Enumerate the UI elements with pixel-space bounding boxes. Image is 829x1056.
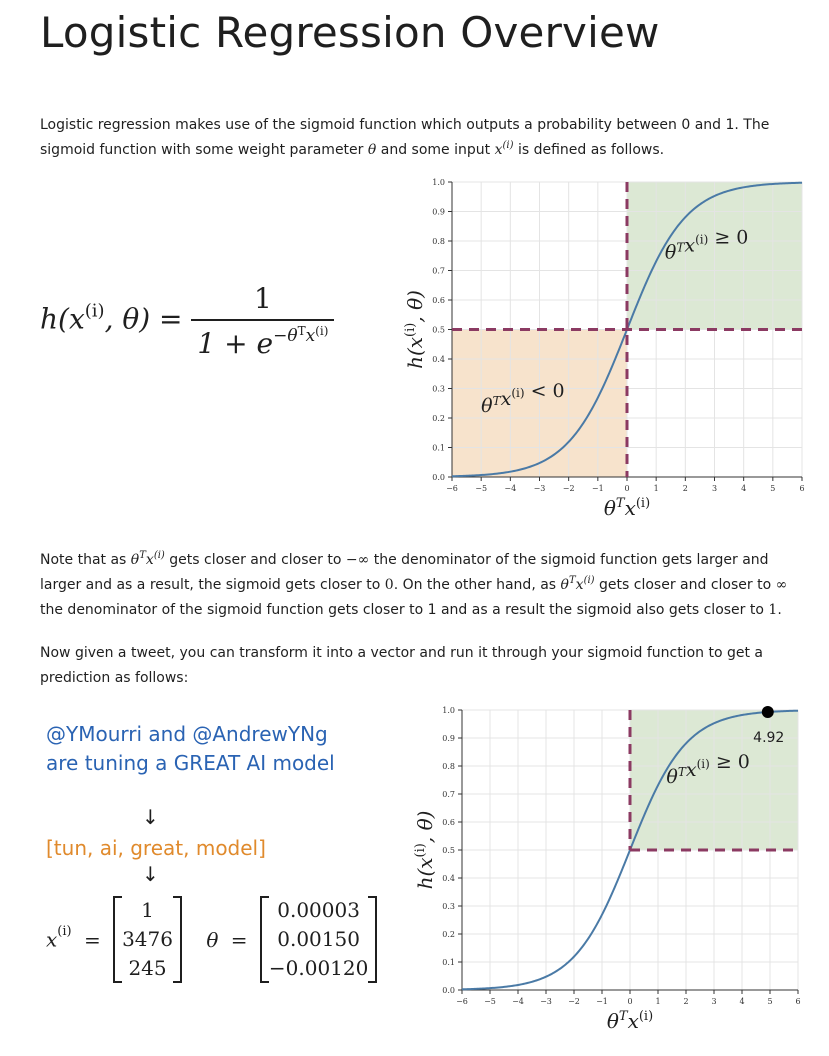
sigmoid-equation: $h(x^{(i)}$, θ) = $\frac{1}{1 + e^{-\theta^Tx^{(i)}}}$ [40,282,334,360]
region-label-0: $\theta^Tx^{(i)} \ge 0$ [666,750,750,788]
vector-equation: $x^{(i)}$ = 1 3476 245 θ = 0.00003 0.00150 −0.00120 [46,896,377,983]
x-tick-label: −6 [456,997,468,1006]
theta-vector: 0.00003 0.00150 −0.00120 [260,896,377,983]
y-tick-label: 0.5 [442,846,455,855]
x-axis-label: $\theta^Tx^{(i)}$ [603,496,651,520]
arrow-down-icon: ↓ [142,805,159,829]
x-tick-label: −5 [475,484,488,493]
sigmoid-chart [390,172,820,527]
y-tick-label: 0.1 [442,958,455,967]
x-vector: 1 3476 245 [113,896,182,983]
y-tick-label: 0.7 [432,266,445,276]
x-tick-label: 4 [739,997,745,1006]
y-tick-label: 0.9 [432,207,445,217]
x-tick-label: −6 [446,484,458,493]
y-tick-label: 0.0 [442,986,455,995]
x-tick-label: −1 [591,484,604,493]
x-tick-label: −4 [512,997,524,1006]
sigmoid-prediction-chart [390,700,820,1040]
y-tick-label: 0.7 [442,790,455,799]
y-tick-label: 0.3 [442,902,455,911]
y-tick-label: 0.3 [432,384,445,394]
x-tick-label: −3 [533,484,546,493]
x-tick-label: 5 [770,484,776,493]
x-tick-label: 4 [741,484,747,493]
y-tick-label: 0.9 [442,734,455,743]
prediction-point-label: 4.92 [753,730,785,747]
y-tick-label: 0.6 [442,818,455,827]
x-tick-label: −5 [484,997,496,1006]
region-label-1: $\theta^Tx^{(i)} < 0$ [481,380,565,418]
y-axis-label: $h(x^{(i)}$, θ) [413,810,437,890]
y-tick-label: 0.6 [432,296,445,305]
x-tick-label: −4 [504,484,517,493]
y-tick-label: 0.5 [432,325,445,335]
x-axis-label: $\theta^Tx^{(i)}$ [606,1009,654,1033]
now-paragraph: Now given a tweet, you can transform it into a vector and run it through your sigmoid function to get a prediction as follows: [40,645,763,686]
y-tick-label: 0.8 [432,237,445,246]
note-paragraph: Note that as $\theta^Tx^{(i)}$ gets closer and closer to −∞ the denominator of the sigmoid function gets larger and larger and as a result, the sigmoid gets closer to 0. On the other hand, as $\theta^Tx^{(i)}$ gets closer and closer to ∞ the denominator of the sigmoid function gets closer to 1 and as a result the sigmoid also gets closer to 1. [40,550,788,618]
x-tick-label: −1 [596,997,608,1006]
tweet-text: @YMourri and @AndrewYNg are tuning a GREAT AI model [46,722,335,775]
y-tick-label: 1.0 [442,706,455,715]
y-tick-label: 0.4 [442,874,455,883]
x-tick-label: 2 [682,484,688,493]
x-tick-label: 2 [683,997,689,1006]
y-tick-label: 0.1 [432,443,445,453]
y-axis-label: $h(x^{(i)}$, θ) [403,290,427,369]
y-tick-label: 0.4 [432,355,445,364]
y-tick-label: 0.8 [442,762,455,771]
x-tick-label: 1 [653,484,659,493]
region-label-0: $\theta^Tx^{(i)} \ge 0$ [664,226,749,264]
x-tick-label: −2 [562,484,575,493]
y-tick-label: 0.2 [432,414,445,423]
y-tick-label: 0.0 [432,473,445,482]
page-title: Logistic Regression Overview [40,8,660,57]
arrow-down-icon: ↓ [142,862,159,886]
x-tick-label: 6 [799,484,805,493]
y-tick-label: 0.2 [442,930,455,939]
y-tick-label: 1.0 [432,178,445,187]
prediction-point [762,706,774,718]
intro-paragraph: Logistic regression makes use of the sigmoid function which outputs a probability between 0 and 1. The sigmoid function with some weight parameter θ and some input $x^{(i)}$ is defined as follows. [40,117,770,158]
token-list: [tun, ai, great, model] [46,836,266,860]
x-tick-label: 0 [627,997,633,1006]
x-tick-label: 1 [655,997,661,1006]
x-tick-label: 3 [711,484,718,493]
x-tick-label: 3 [711,997,717,1006]
x-tick-label: −2 [568,997,580,1006]
x-tick-label: 0 [624,484,630,493]
x-tick-label: 5 [767,997,773,1006]
x-tick-label: −3 [540,997,552,1006]
x-tick-label: 6 [795,997,801,1006]
